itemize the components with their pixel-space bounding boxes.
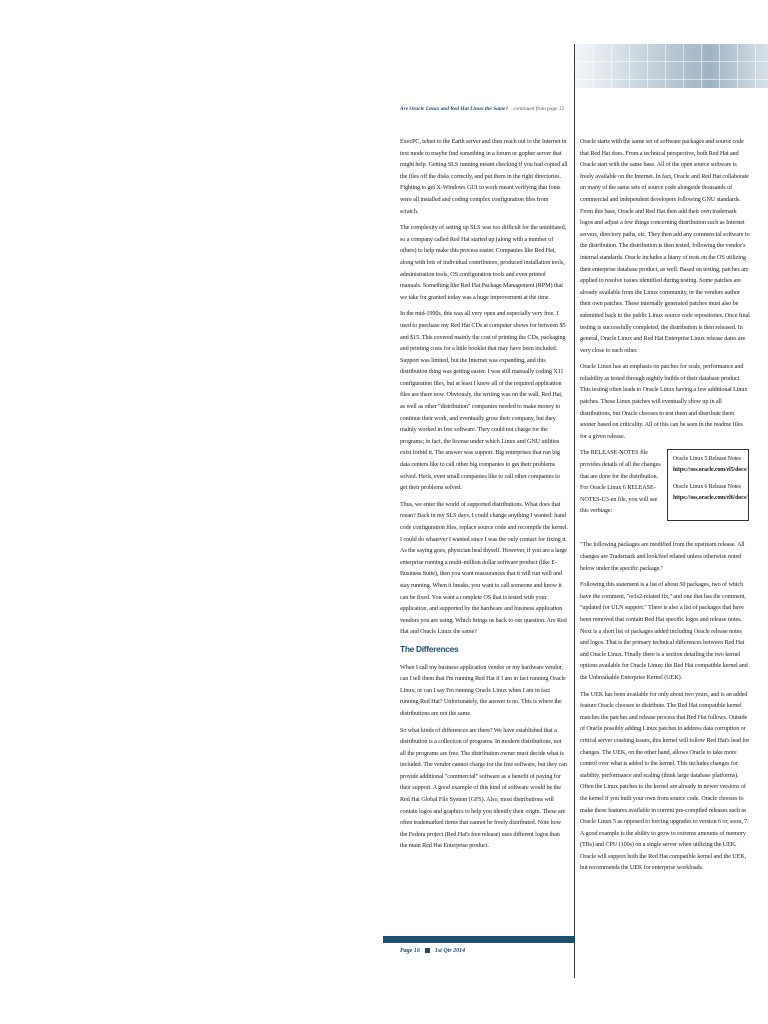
paragraph: When I call my business application vendor or my hardware vendor, can I tell them that I'm running Red Hat if I am in fact running Oracle Linux, or can I say I'm running Oracle Linux when I am in fact running Red Hat? Unfortunately, the answer is no. This is where the distributions are not the same. [400,663,566,717]
release-notes-sidebar-box [667,449,749,521]
paragraph: ExecPC, telnet to the Earth server and then reach out to the Internet in text mode to maybe find something in a forum or gopher server that might help. Getting SLS running meant checking if you had copied all the files off the disks correctly, and put them in the right directories. Fighting to get X-Windows GUI to work meant verifying that fonts were all installed and coding complex configuration files from scratch. [400,138,568,215]
section-heading: The Differences [400,643,459,654]
running-head-title: Are Oracle Linux and Red Hat Linux the Same? [400,106,509,112]
paragraph: In the mid-1990s, this was all very open and especially very free. I used to purchase my Red Hat CDs at computer shows for between $5 and $15. This covered mainly the cost of printing the CDs, packaging and printing costs for a little booklet that may have been included. Support was limited, but the Internet was expanding, and this distribution thing was getting easier. I was still manually coding X11 configuration files, but at least I knew all of the required application files are there now. Obviously, the writing was on the wall. Red Hat, as well as other "distribution" companies needed to make money to continue their work, and eventually grow their company, but they mainly worked in free software. They could not charge for the programs; in fact, the license under which Linux and GNU utilities exist forbid it. The answer was support. Big enterprises that run big data centers like to call other big companies to get their problems solved. Heck, even small companies like to call other companies to get their problems solved. [400,310,566,492]
release-notes-intro: The RELEASE-NOTES file provides details of all the changes that are done for the distribution. For Oracle Linux 6 RELEASE-NOTES-U3-en file, you will see this verbiage: [580,449,661,515]
paragraph: Thus, we enter the world of supported distributions. What does that mean? Back in my SLS days, I could change anything I wanted: hand code configuration files, replace source code and recompile the kernel. I could do whatever I wanted since I was the only contact for fixing it. As the saying goes, physician heal thyself. However, if you are a large enterprise running a multi-million dollar software product (like E-Business Suite), then you want reassurances that it will run well and stay running. When it breaks, you want to call someone and know it can be fixed. You want a complete OS that is tested with your application, and supported by the hardware and business application vendors you are using. Which brings us back to our question. Are Red Hat and Oracle Linux the same? [400,500,568,636]
paragraph: Following this statement is a list of about 50 packages, two of which have the comment, "ocfs2-related fix," and one that has the comment, "updated for ULN support." There is also a list of packages that have been removed that contain Red Hat specific logos and release notes. Next is a short list of packages added including Oracle release notes and logos. That is the primary technical differences between Red Hat and Oracle Linux. Finally there is a section detailing the two kernel options available for Oracle Linux: the Red Hat compatible kernel and the Unbreakable Enterprise Kernel (UEK). [580,581,748,681]
page-footer [400,948,465,954]
paragraph: The UEK has been available for only about two years, and is an added feature Oracle chooses to distribute. The Red Hat compatible kernel matches the patches and release process that Red Hat follows. Outside of Oracle possibly adding Linux patches to address data corruption or critical server crashing issues, this kernel will follow Red Hat's lead for changes. The UEK, on the other hand, allows Oracle to take more control over what is added to the kernel. This includes changes for stability, performance and scaling (think large database platforms). Often the Linux patches to the kernel are already in newer versions of the kernel if you built your own from source code. Oracle chooses to make these features available in current pre-compiled releases such as Oracle Linux 5 as opposed to forcing upgrades to version 6 or, soon, 7. A good example is the ability to grow to extreme amounts of memory (TBs) and CPU (100s) on a single server when utilizing the UEK. Oracle will support both the Red Hat compatible kernel and the UEK, but recommends the UEK for enterprise workloads. [580,690,750,872]
paragraph: "The following packages are modified from the upstream release. All changes are Trademark and look/feel related unless otherwise noted below under the specific package." [580,541,745,572]
footer-bar [383,936,575,943]
paragraph: So what kinds of differences are there? We have established that a distribution is a collection of programs. In modern distributions, not all the programs are free. The distribution owner must decide what is included. The vendor cannot charge for the free software, but they can provide additional "commercial" software as a benefit of paying for their support. A good example of this kind of software would be the Red Hat Global File System (GFS). Also, most distributions will contain logos and graphics to help you identify their origin. These are often trademarked items that cannot be freely distributed. Note how the Fedora project (Red Hat's free release) uses different logos than the main Red Hat Enterprise product. [400,726,567,850]
running-head-continued: continued from page 15 [513,106,565,112]
notes-item-link[interactable]: https://oss.oracle.com/el5/docs/ [673,467,748,474]
header-banner-graphic [575,44,768,88]
notes-item-title: Oracle Linux 6 Release Notes [673,484,741,491]
column-divider [574,44,575,978]
left-column [400,136,568,857]
issue-date: 1st Qtr 2014 [434,948,466,954]
paragraph: The complexity of setting up SLS was too difficult for the uninitiated, so a company called Red Hat started up (along with a number of others) to help make this process easier. Companies like Red Hat, along with lots of individual contributors, produced installation tools, administration tools, OS configuration tools and even printed manuals. Something like Red Hat Package Management (RPM) that we take for granted today was a huge improvement at the time. [400,224,567,301]
release-notes-section [580,447,750,539]
paragraph: Oracle starts with the same set of software packages and source code that Red Hat does. From a technical perspective, both Red Hat and Oracle start with the same base. All of the open source software is freely available on the Internet. In fact, Oracle and Red Hat collaborate on many of the same sets of source code alongside thousands of commercial and independent developers following GNU standards. From this base, Oracle and Red Hat then add their own trademark logos and adjust a few things concerning distribution such as Internet servers, directory paths, etc. They then add any commercial software to the distribution. The distribution is then tested, following the vendor's internal standards. Oracle includes a litany of tests on the OS utilizing their enterprise database product, as well. Based on testing, patches are applied to resolve issues identified during testing. Some patches are already available from the Linux community, or the vendors author their own patches. These internally generated patches must also be submitted back to the public Linux source code repositories. Once final testing is successfully completed, the distribution is then released. In general, Oracle Linux and Red Hat Enterprise Linux release dates are very close to each other. [580,138,750,354]
notes-item-title: Oracle Linux 5 Release Notes [673,456,741,463]
square-bullet-icon [425,948,430,953]
right-column [580,136,750,879]
banner-grid-pattern [575,44,768,88]
page-number: Page 16 [400,948,420,954]
paragraph: Oracle Linux has an emphasis on patches for scale, performance and reliability as tested through nightly builds of their database product. This testing often leads to Oracle Linux having a few additional Linux patches. These Linux patches will eventually show up in all distributions, but Oracle chooses to test them and distribute them sooner based on criticality. All of this can be seen in the readme files for a given release. [580,363,748,440]
notes-item-link[interactable]: https://oss.oracle.com/el6/docs/ [673,495,748,502]
running-head [400,106,564,112]
